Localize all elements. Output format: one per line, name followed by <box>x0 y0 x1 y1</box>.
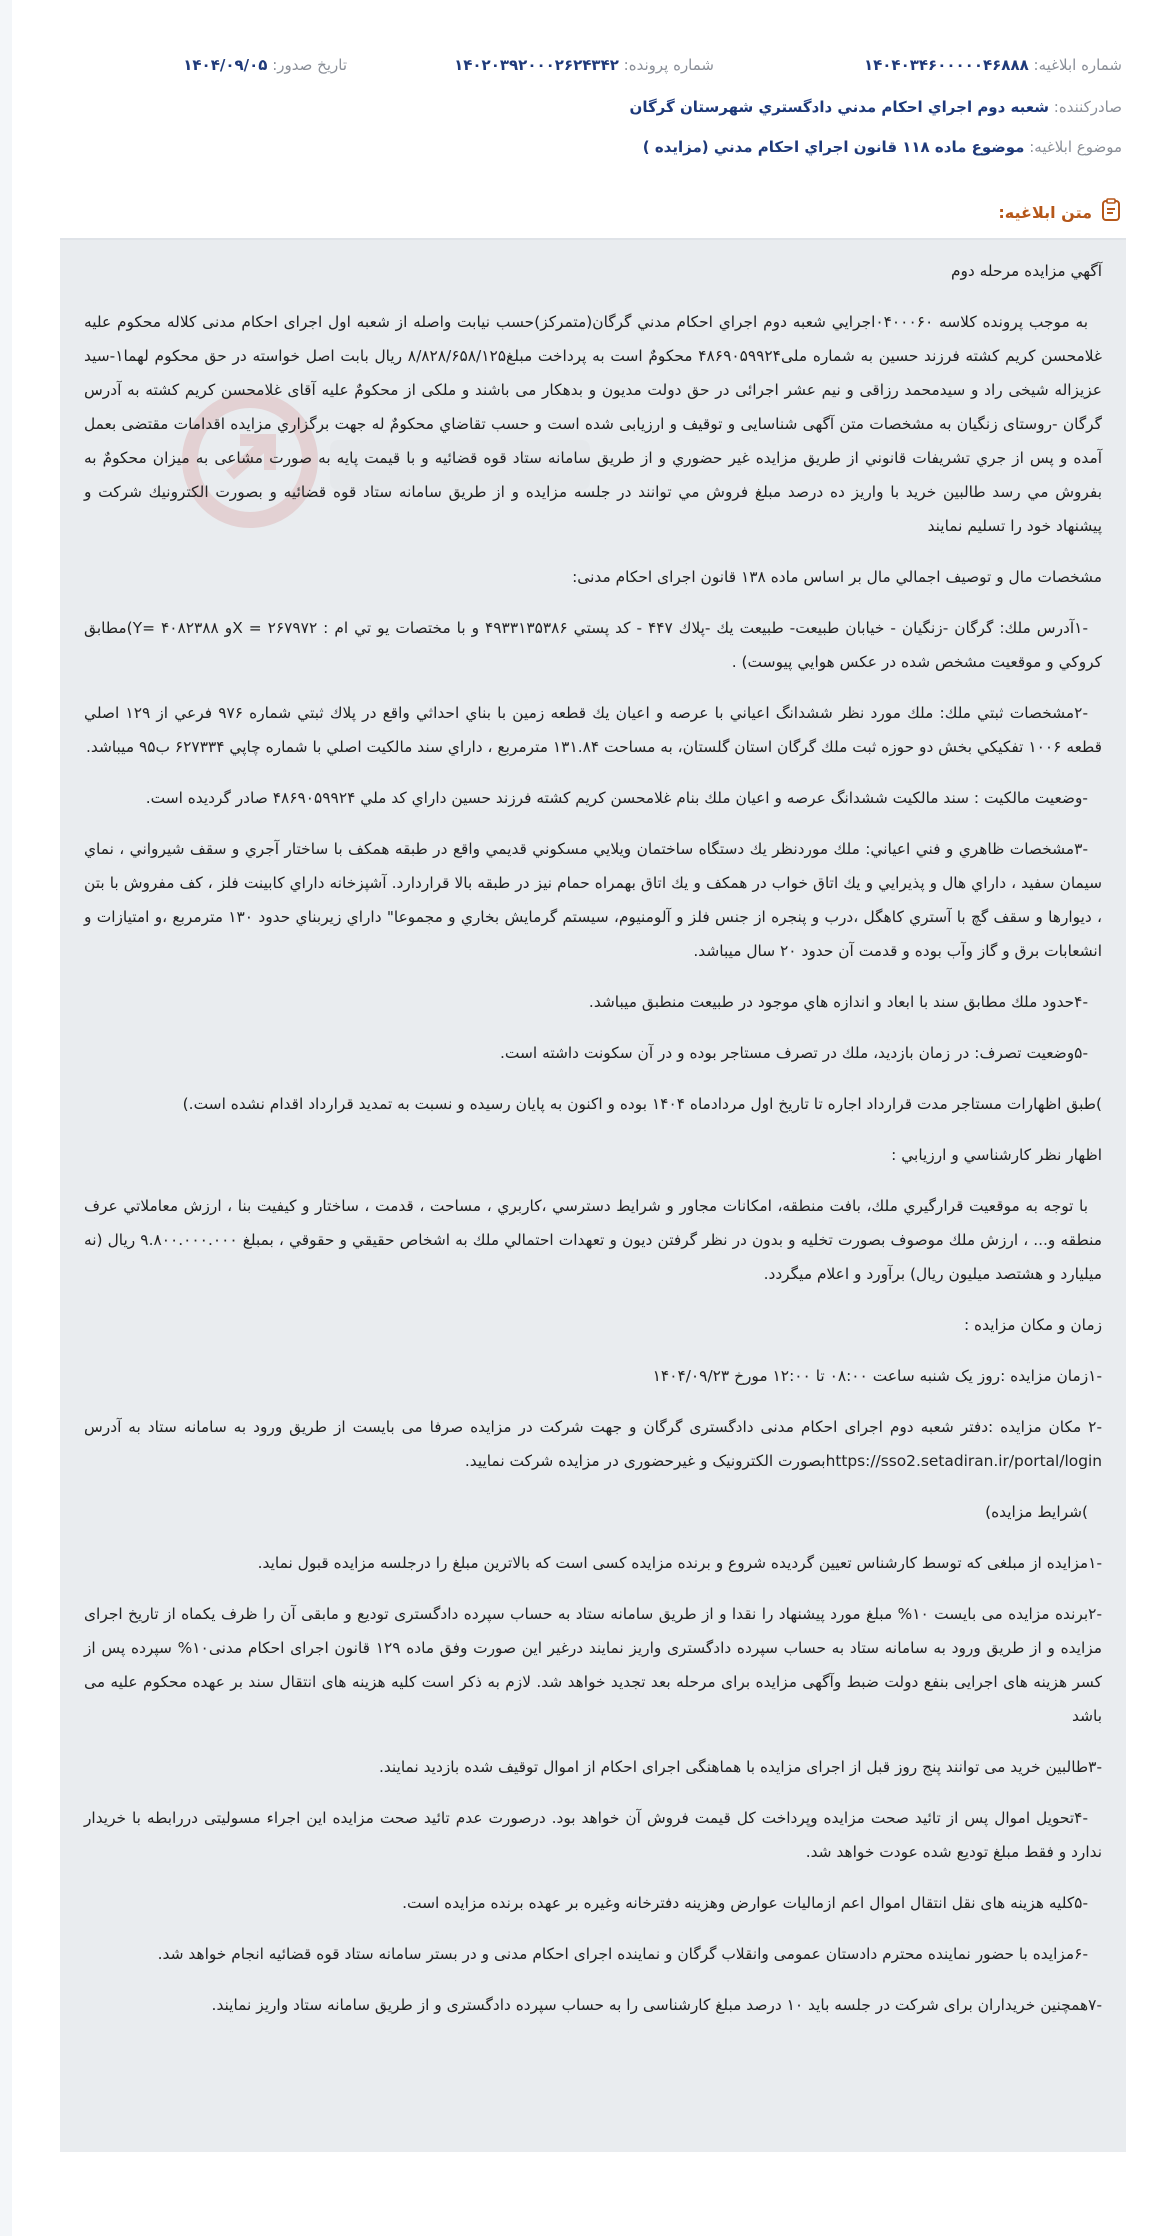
notice-paragraph: -۵وضعيت تصرف: در زمان بازديد، ملك در تصرف مستاجر بوده و در آن سكونت داشته است. <box>500 1044 1088 1062</box>
notice-paragraph: مشخصات مال و توصيف اجمالي مال بر اساس ماده ۱۳۸ قانون اجرای احکام مدنی: <box>572 568 1102 586</box>
notice-paragraph: -۱زمان مزايده :روز یک شنبه ساعت ۰۸:۰۰ تا ۱۲:۰۰ مورخ ۱۴۰۴/۰۹/۲۳ <box>652 1367 1102 1385</box>
page-edge <box>0 0 12 2236</box>
notice-paragraph: با توجه به موقعيت قرارگيري ملك، بافت منطقه، امكانات مجاور و شرايط دسترسي ،كاربري ، مساحت ، قدمت ، ساختار و كيفيت بنا ، ارزش معاملاتي عرف منطقه و... ، ارزش ملك موصوف بصورت تخليه و بدون در نظر گرفتن ديون و تعهدات احتمالي ملك به اشخاص حقيقي و حقوقي ، بمبلغ ۹.۸۰۰.۰۰۰.۰۰۰ ريال (نه ميليارد و هشتصد ميليون ريال) برآورد و اعلام ميگردد. <box>84 1197 1102 1283</box>
notice-paragraph: -۲ مكان مزايده :دفتر شعبه دوم اجرای احکام مدنی دادگستری گرگان و جهت شرکت در مزایده صرفا می بایست از طریق ورود به سامانه ستاد به آدرس https://sso2.setadiran.ir/portal/loginبصورت الکترونیک و غیرحضوری در مزایده شرکت نمایید. <box>84 1418 1102 1470</box>
notice-paragraph: -۶مزایده با حضور نماینده محترم دادستان عمومی وانقلاب گرگان و نماینده اجرای احکام مدنی و در بستر سامانه ستاد قوه قضائیه انجام خواهد شد. <box>157 1945 1088 1963</box>
notice-paragraph: اظهار نظر كارشناسي و ارزيابي : <box>891 1146 1102 1164</box>
notice-subject: موضوع ابلاغيه: موضوع ماده ۱۱۸ قانون اجراي احكام مدني (مزايده ) <box>642 138 1122 156</box>
issue-date: تاريخ صدور: ۱۴۰۴/۰۹/۰۵ <box>183 56 347 74</box>
issuer: صادرکننده: شعبه دوم اجراي احكام مدني دادگستري شهرستان گرگان <box>629 98 1122 116</box>
notice-paragraph: -۴تحویل اموال پس از تائید صحت مزایده وپرداخت کل قیمت فروش آن خواهد بود. درصورت عدم تائید صحت مزایده این اجراء مسولیتی دررابطه با خریدار ندارد و فقط مبلغ تودیع شده عودت خواهد شد. <box>84 1809 1102 1861</box>
notice-paragraph: -۱آدرس ملك: گرگان -زنگيان - خيابان طبيعت- طبيعت يك -پلاك ۴۴۷ - كد پستي ۴۹۳۳۱۳۵۳۸۶ و با مختصات يو تي ام : ۲۶۷۹۷۲ = Xو ۴۰۸۲۳۸۸ =Y)مطابق كروكي و موقعيت مشخص شده در عكس هوايي پيوست) . <box>84 619 1102 671</box>
notice-paragraph: )طبق اظهارات مستاجر مدت قرارداد اجاره تا تاريخ اول مردادماه ۱۴۰۴ بوده و اكنون به پايان رسيده و نسبت به تمديد قرارداد اقدام نشده است.) <box>182 1095 1102 1113</box>
notice-text-heading: متن ابلاغيه: <box>998 198 1122 226</box>
notice-paragraph: -۱مزایده از مبلغی که توسط کارشناس تعیین گردیده شروع و برنده مزایده کسی است که بالاترین مبلغ را درجلسه مزایده قبول نماید. <box>257 1554 1102 1572</box>
notice-paragraph: -۴حدود ملك مطابق سند با ابعاد و اندازه هاي موجود در طبيعت منطبق ميباشد. <box>588 993 1088 1011</box>
notice-paragraph: -۲مشخصات ثبتي ملك: ملك مورد نظر ششدانگ اعياني با عرصه و اعيان يك قطعه زمين با بناي احداثي واقع در پلاك ثبتي شماره ۹۷۶ فرعي از ۱۲۹ اصلي قطعه ۱۰۰۶ تفكيكي بخش دو حوزه ثبت ملك گرگان استان گلستان، به مساحت ۱۳۱.۸۴ مترمربع ، داراي سند مالكيت اصلي با شماره چاپي ۶۲۷۳۳۴ ب۹۵ ميباشد. <box>84 704 1102 756</box>
notice-paragraph: )شرایط مزایده) <box>985 1503 1088 1521</box>
notice-paragraph: -۲برنده مزایده می بایست ۱۰% مبلغ مورد پیشنهاد را نقدا و از طریق سامانه ستاد به حساب سپرده دادگستری تودیع و مابقی آن را ظرف یکماه از تاریخ اجرای مزایده و از طریق ورود به سامانه ستاد به حساب سپرده دادگستری واریز نمایند درغیر این صورت وفق ماده ۱۲۹ قانون اجرای احکام مدنی۱۰% سپرده پس از کسر هزینه های اجرایی بنفع دولت ضبط وآگهی مزایده برای مرحله بعد تجدید خواهد شد. لازم به ذکر است کلیه هزینه های انتقال سند بر عهده محکوم علیه می باشد <box>84 1605 1103 1725</box>
notice-paragraph: به موجب پرونده كلاسه ۰۴۰۰۰۶۰اجرايي شعبه دوم اجراي احكام مدني گرگان(متمركز)حسب نيابت واصله از شعبه اول اجرای احکام مدنی کلاله محکوم علیه غلامحسن کریم کشته فرزند حسین به شماره ملی۴۸۶۹۰۵۹۹۲۴ محکومٌ است به پرداخت مبلغ۸/۸۲۸/۶۵۸/۱۲۵ ریال بابت اصل خواسته در حق محکوم لهما۱-سید عزیزاله شیخی راد و سیدمحمد رزاقی و نیم عشر اجرائی در حق دولت مدیون و بدهکار می باشند و ملکی از محکومٌ علیه آقای غلامحسن کریم کشته به آدرس گرگان -روستای زنگیان به مشخصات متن آگهی شناسایی و توقیف و ارزیابی شده است و حسب تقاضاي محكومٌ له جهت برگزاري مزايده اقدامات مقتضی بعمل آمده و پس از جري تشريفات قانوني از طريق مزايده غير حضوري و از طريق سامانه ستاد قوه قضائيه و با قيمت پايه به صورت مشاعی به ميزان محكومٌ به بفروش مي رسد طالبين خريد با واريز ده درصد مبلغ فروش مي توانند در جلسه مزايده و از طريق سامانه ستاد قوه قضائيه و بصورت الكترونيك شركت و پيشنهاد خود را تسليم نمايند <box>84 313 1102 535</box>
notice-paragraph: -۳مشخصات ظاهري و فني اعياني: ملك موردنظر يك دستگاه ساختمان ويلايي مسكوني قديمي واقع در طبقه همكف با ساختار آجري و سقف شيرواني ، نماي سيمان سفيد ، داراي هال و پذيرايي و يك اتاق خواب در همكف و يك اتاق بهمراه حمام نيز در طبقه بالا قراردارد. آشپزخانه داراي كابينت فلز ، كف مفروش با بتن ، ديوارها و سقف گچ با آستري كاهگل ،درب و پنجره از جنس فلز و آلومنيوم، سيستم گرمايش بخاري و مجموعا" داراي زيربناي حدود ۱۳۰ مترمربع ،و امتيازات و انشعابات برق و گاز وآب بوده و قدمت آن حدود ۲۰ سال ميباشد. <box>84 840 1102 960</box>
notice-paragraph: -وضعيت مالكيت : سند مالكيت ششدانگ عرصه و اعيان ملك بنام غلامحسن كريم كشته فرزند حسين داراي كد ملي ۴۸۶۹۰۵۹۹۲۴ صادر گرديده است. <box>145 789 1088 807</box>
document-icon <box>1100 198 1122 226</box>
notice-paragraph: -۵کلیه هزینه های نقل انتقال اموال اعم ازمالیات عوارض وهزینه دفترخانه وغیره بر عهده برنده مزایده است. <box>402 1894 1088 1912</box>
notice-paragraph: زمان و مكان مزايده : <box>963 1316 1102 1334</box>
notice-title: آگهي مزايده مرحله دوم <box>950 262 1102 280</box>
notice-body <box>60 238 1126 2152</box>
notice-number: شماره ابلاغيه: ۱۴۰۴۰۳۴۶۰۰۰۰۰۴۶۸۸۸ <box>863 56 1122 74</box>
notice-paragraph: -۳طالبین خرید می توانند پنج روز قبل از اجرای مزایده با هماهنگی اجرای احکام از اموال توقیف شده بازدید نمایند. <box>378 1758 1102 1776</box>
notice-meta-row <box>60 56 1122 84</box>
case-number: شماره پرونده: ۱۴۰۲۰۳۹۲۰۰۰۲۶۲۴۳۴۲ <box>454 56 714 74</box>
notice-paragraph: -۷همچنین خریداران برای شرکت در جلسه باید ۱۰ درصد مبلغ کارشناسی را به حساب سپرده دادگستری و از طریق سامانه ستاد واریز نمایند. <box>211 1996 1102 2014</box>
